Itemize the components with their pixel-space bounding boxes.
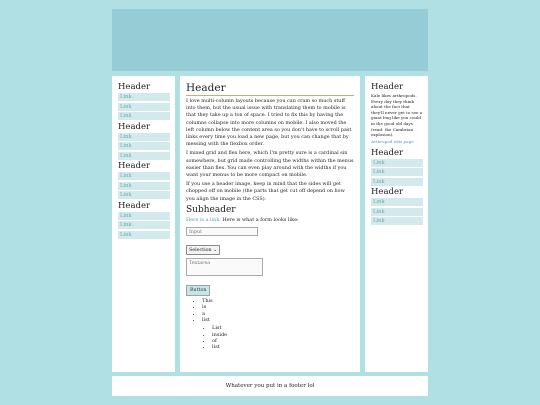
left-sidebar bbox=[112, 76, 175, 372]
left-group-3 bbox=[118, 161, 170, 199]
right-link[interactable]: Link bbox=[371, 178, 423, 186]
form-intro-text: Here is what a form looks like: bbox=[220, 216, 299, 223]
main-content bbox=[180, 76, 360, 372]
right-link[interactable]: Link bbox=[371, 168, 423, 176]
left-link[interactable]: Link bbox=[118, 182, 170, 190]
right-link[interactable]: Link bbox=[371, 208, 423, 216]
list-item bbox=[202, 317, 354, 350]
textarea[interactable]: Textarea bbox=[186, 258, 263, 276]
form-intro bbox=[186, 217, 354, 224]
bullet-list bbox=[186, 298, 354, 350]
right-sidebar bbox=[365, 76, 428, 372]
right-link[interactable]: Link bbox=[371, 159, 423, 167]
left-group-header: Header bbox=[118, 200, 151, 211]
left-link[interactable]: Link bbox=[118, 142, 170, 150]
list-item: • a bbox=[202, 311, 354, 317]
right-link[interactable]: Link bbox=[371, 217, 423, 225]
left-link[interactable]: Link bbox=[118, 172, 170, 180]
sidebar-blurb: Kale likes arthropods. Every day they think about the fact that they'll never get to see a giant bug like you could in the good old days (read: the Cambrian explosion). bbox=[371, 93, 423, 138]
paragraph: If you use a header image, keep in mind that the sides will get chopped off on mobile (the parts that get cut off depend on how you align the image in the CSS). bbox=[186, 181, 345, 202]
selection-dropdown[interactable] bbox=[186, 245, 220, 255]
right-header: Header bbox=[371, 82, 404, 92]
header-banner bbox=[112, 9, 428, 71]
left-group-4 bbox=[118, 201, 170, 239]
right-group-header: Header bbox=[371, 147, 404, 158]
left-link[interactable]: Link bbox=[118, 191, 170, 199]
left-link[interactable]: Link bbox=[118, 231, 170, 239]
left-group-1 bbox=[118, 82, 170, 120]
nested-list-item: • List bbox=[212, 325, 354, 331]
right-group-2 bbox=[371, 187, 423, 225]
left-group-2 bbox=[118, 122, 170, 160]
inline-link[interactable]: Here is a link. bbox=[186, 216, 221, 223]
left-link[interactable]: Link bbox=[118, 152, 170, 160]
right-link[interactable]: Link bbox=[371, 198, 423, 206]
chevron-down-icon: ⌄ bbox=[213, 248, 218, 254]
nested-list-item: • list bbox=[212, 344, 354, 350]
left-link[interactable]: Link bbox=[118, 212, 170, 220]
left-link[interactable]: Link bbox=[118, 93, 170, 101]
nested-list-item: • of bbox=[212, 338, 354, 344]
right-group-header: Header bbox=[371, 187, 404, 198]
left-link[interactable]: Link bbox=[118, 133, 170, 141]
left-link[interactable]: Link bbox=[118, 112, 170, 120]
footer bbox=[112, 376, 428, 396]
main-title: Header bbox=[186, 82, 354, 96]
paragraph: I mixed grid and flex here, which I'm pretty sure is a cardinal sin somewhere, but grid made controlling the widths within the menus easier than flex. You can even play around with the widths if you want your menus to be more compact on mobile. bbox=[186, 150, 354, 179]
nested-list bbox=[202, 325, 354, 350]
right-group-1 bbox=[371, 148, 423, 186]
left-link[interactable]: Link bbox=[118, 221, 170, 229]
list-item: • This bbox=[202, 298, 354, 304]
left-group-header: Header bbox=[118, 161, 151, 171]
paragraph: I love multi-column layouts because you can cram so much stuff into them, but the usual issue with translating them to mobile is that they take up a ton of space. I tried to fix this by having the columns collapse into more columns on mobile. I also moved the left column below the content area so you don't have to scroll past links every time you load a new page, but you can change that by messing with the flexbox order. bbox=[186, 98, 352, 148]
left-link[interactable]: Link bbox=[118, 103, 170, 111]
list-item-text: list bbox=[202, 316, 210, 323]
text-input[interactable]: Input bbox=[186, 227, 258, 236]
left-group-header: Header bbox=[118, 121, 151, 132]
left-group-header: Header bbox=[118, 82, 151, 92]
nested-list-item: • inside bbox=[212, 332, 354, 338]
submit-button[interactable]: Button bbox=[186, 285, 210, 296]
subheader: Subheader bbox=[186, 204, 236, 215]
wiki-link[interactable]: Arthropod wiki page bbox=[371, 138, 414, 144]
selection-value: Selection bbox=[189, 248, 212, 254]
footer-text: Whatever you put in a footer lol bbox=[225, 383, 315, 389]
list-item: • is bbox=[202, 304, 354, 310]
